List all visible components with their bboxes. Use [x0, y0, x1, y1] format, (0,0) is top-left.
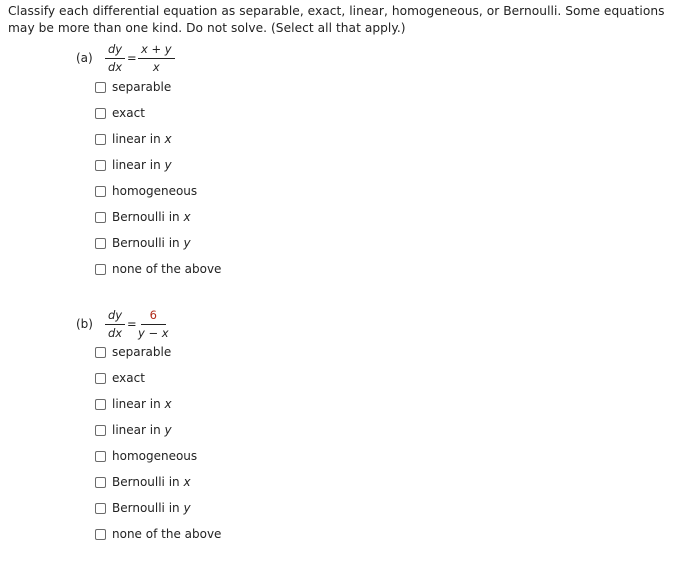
part-a-checkbox-exact[interactable]	[95, 108, 106, 119]
option-label: separable	[112, 80, 172, 94]
option-label: linear in y	[112, 423, 172, 437]
option-label: none of the above	[112, 262, 222, 276]
part-b-checkbox-separable[interactable]	[95, 347, 106, 358]
part-a-option-homogeneous[interactable]	[95, 183, 197, 199]
part-b-option-linear-x[interactable]	[95, 396, 172, 412]
part-b-checkbox-exact[interactable]	[95, 373, 106, 384]
part-a-checkbox-linear-y[interactable]	[95, 160, 106, 171]
part-a-option-linear-y[interactable]	[95, 157, 172, 173]
part-a-checkbox-homogeneous[interactable]	[95, 186, 106, 197]
part-a-checkbox-separable[interactable]	[95, 82, 106, 93]
option-label: Bernoulli in y	[112, 501, 191, 515]
part-a-rhs-numerator: x + y	[138, 43, 175, 59]
option-label: homogeneous	[112, 184, 198, 198]
part-a-label: (a)	[76, 51, 93, 65]
part-a-lhs-fraction	[105, 43, 125, 74]
part-a-option-separable[interactable]	[95, 79, 171, 95]
instructions-text: Classify each differential equation as separable, exact, linear, homogeneous, or Bernoulli. Some equations may be more than one kind. Do not solve. (Select all that apply.)	[8, 4, 665, 35]
option-label: linear in x	[112, 132, 172, 146]
part-b-option-none[interactable]	[95, 526, 221, 542]
part-b-rhs-fraction	[138, 309, 169, 340]
part-b-checkbox-linear-y[interactable]	[95, 425, 106, 436]
option-label: Bernoulli in x	[112, 210, 191, 224]
part-a-checkbox-linear-x[interactable]	[95, 134, 106, 145]
part-a-lhs-denominator: dx	[108, 60, 123, 74]
part-a-option-none[interactable]	[95, 261, 221, 277]
option-label: linear in y	[112, 158, 172, 172]
part-b-checkbox-linear-x[interactable]	[95, 399, 106, 410]
option-label: homogeneous	[112, 449, 198, 463]
part-b-lhs-denominator: dx	[108, 326, 123, 340]
part-b-label: (b)	[76, 317, 93, 331]
option-label: Bernoulli in y	[112, 236, 191, 250]
part-b-rhs-denominator: y − x	[138, 326, 169, 340]
part-a-checkbox-bernoulli-y[interactable]	[95, 238, 106, 249]
part-b-checkbox-bernoulli-x[interactable]	[95, 477, 106, 488]
part-a-rhs-denominator: x	[152, 60, 160, 74]
part-a-rhs-fraction	[138, 43, 175, 74]
option-label: none of the above	[112, 527, 222, 541]
part-b-option-linear-y[interactable]	[95, 422, 172, 438]
part-a-option-bernoulli-x[interactable]	[95, 209, 191, 225]
part-b-option-bernoulli-y[interactable]	[95, 500, 191, 516]
part-b-lhs-fraction	[105, 309, 125, 340]
part-a-equals: =	[127, 51, 137, 65]
part-b-option-separable[interactable]	[95, 344, 171, 360]
part-a-checkbox-none[interactable]	[95, 264, 106, 275]
option-label: exact	[112, 371, 145, 385]
part-a-lhs-numerator: dy	[105, 43, 125, 59]
part-b-checkbox-none[interactable]	[95, 529, 106, 540]
part-b-checkbox-homogeneous[interactable]	[95, 451, 106, 462]
option-label: exact	[112, 106, 145, 120]
part-a-option-bernoulli-y[interactable]	[95, 235, 191, 251]
part-b-equals: =	[127, 317, 137, 331]
part-b-checkbox-bernoulli-y[interactable]	[95, 503, 106, 514]
option-label: separable	[112, 345, 172, 359]
part-a-checkbox-bernoulli-x[interactable]	[95, 212, 106, 223]
part-a-option-exact[interactable]	[95, 105, 145, 121]
part-b-option-bernoulli-x[interactable]	[95, 474, 191, 490]
option-label: Bernoulli in x	[112, 475, 191, 489]
part-a-option-linear-x[interactable]	[95, 131, 172, 147]
part-b-rhs-numerator: 6	[141, 309, 166, 325]
part-b-option-homogeneous[interactable]	[95, 448, 197, 464]
part-b-lhs-numerator: dy	[105, 309, 125, 325]
option-label: linear in x	[112, 397, 172, 411]
part-b-option-exact[interactable]	[95, 370, 145, 386]
